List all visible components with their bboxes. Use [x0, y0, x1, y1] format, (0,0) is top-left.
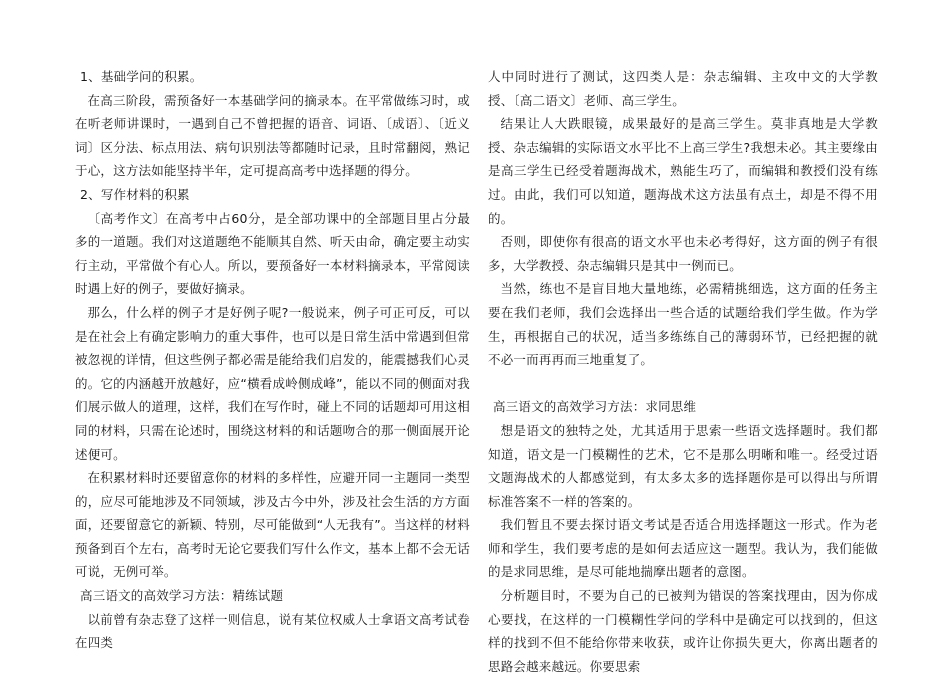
paragraph: 当然，练也不是盲目地大量地练，必需精挑细选，这方面的任务主要在我们老师，我们会选择出一些合适的试题给我们学生做。作为学生，再根据自己的状况，适当多练练自己的薄弱环节，已经把握的就不必一而再再而三地重复了。 — [488, 281, 878, 368]
paragraph: 分析题目时，不要为自己的已被判为错误的答案找理由，因为你成心要找，在这样的一门模糊性学问的学科中是确定可以找到的，但这样的找到不但不能给你带来收获，或许让你损失更大，你离出题者的思路会越来越远。你要思索 — [488, 588, 878, 674]
paragraph: 否则，即使你有很高的语文水平也未必考得好，这方面的例子有很多，大学教授、杂志编辑只是其中一例而已。 — [488, 234, 878, 273]
paragraph: 我们暂且不要去探讨语文考试是否适合用选择题这一形式。作为老师和学生，我们要考虑的是如何去适应这一题型。我认为，我们能做的是求同思维，是尽可能地揣摩出题者的意图。 — [488, 517, 878, 580]
section-heading-1: 1、基础学问的积累。 — [80, 69, 203, 84]
section-heading-3: 高三语文的高效学习方法：精练试题 — [80, 588, 284, 604]
paragraph: 在积累材料时还要留意你的材料的多样性，应避开同一主题同一类型的，应尽可能地涉及不同领域，涉及古今中外，涉及社会生活的方方面面，还要留意它的新颖、特别，尽可能做到“人无我有”。当这样的材料预备到百个左右，高考时无论它要我们写什么作文，基本上都不会无话可说，无例可举。 — [75, 470, 470, 580]
blank-line — [488, 372, 878, 396]
right-column — [488, 65, 878, 678]
paragraph: 结果让人大跌眼镜，成果最好的是高三学生。莫非真地是大学教授、杂志编辑的实际语文水平比不上高三学生?我想未必。其主要缘由是高三学生已经受着题海战术，熟能生巧了，而编辑和教授们没有练过。由此，我们可以知道，题海战术这方法虽有点土，却是不得不用的。 — [488, 116, 878, 226]
paragraph: 以前曾有杂志登了这样一则信息，说有某位权威人士拿语文高考试卷在四类 — [75, 611, 470, 651]
paragraph: 〔高考作文〕在高考中占60分，是全部功课中的全部题目里占分最多的一道题。我们对这道题绝不能顺其自然、听天由命，确定要主动实行主动，平常做个有心人。所以，要预备好一本材料摘录本，平常阅读时遇上好的例子，要做好摘录。 — [75, 210, 470, 297]
paragraph: 想是语文的独特之处，尤其适用于思索一些语文选择题时。我们都知道，语文是一门模糊性的艺术，它不是那么明晰和唯一。经受过语文题海战术的人都感觉到，有太多太多的选择题你是可以得出与所谓标准答案不一样的答案的。 — [488, 422, 878, 509]
paragraph: 人中同时进行了测试，这四类人是：杂志编辑、主攻中文的大学教授、〔高二语文〕老师、高三学生。 — [488, 69, 878, 108]
section-heading-2: 2、写作材料的积累 — [80, 186, 190, 202]
paragraph: 那么，什么样的例子才是好例子呢?一般说来，例子可正可反，可以是在社会上有确定影响力的重大事件，也可以是日常生活中常遇到但常被忽视的详情，但这些例子都必需是能给我们启发的，能震撼我们心灵的。它的内涵越开放越好，应“横看成岭侧成峰”，能以不同的侧面对我们展示做人的道理，这样，我们在写作时，碰上不同的话题却可用这相同的材料，只需在论述时，围绕这材料的和话题吻合的那一侧面展开论述便可。 — [75, 304, 470, 462]
left-column — [75, 65, 470, 655]
section-heading-4: 高三语文的高效学习方法：求同思维 — [493, 399, 697, 415]
paragraph: 在高三阶段，需预备好一本基础学问的摘录本。在平常做练习时，或在听老师讲课时，一遇到自己不曾把握的语音、词语、〔成语〕、〔近义词〕区分法、标点用法、病句识别法等都随时记录，且时常翻阅，熟记于心，这方法如能坚持半年，定可提高高考中选择题的得分。 — [75, 92, 470, 179]
